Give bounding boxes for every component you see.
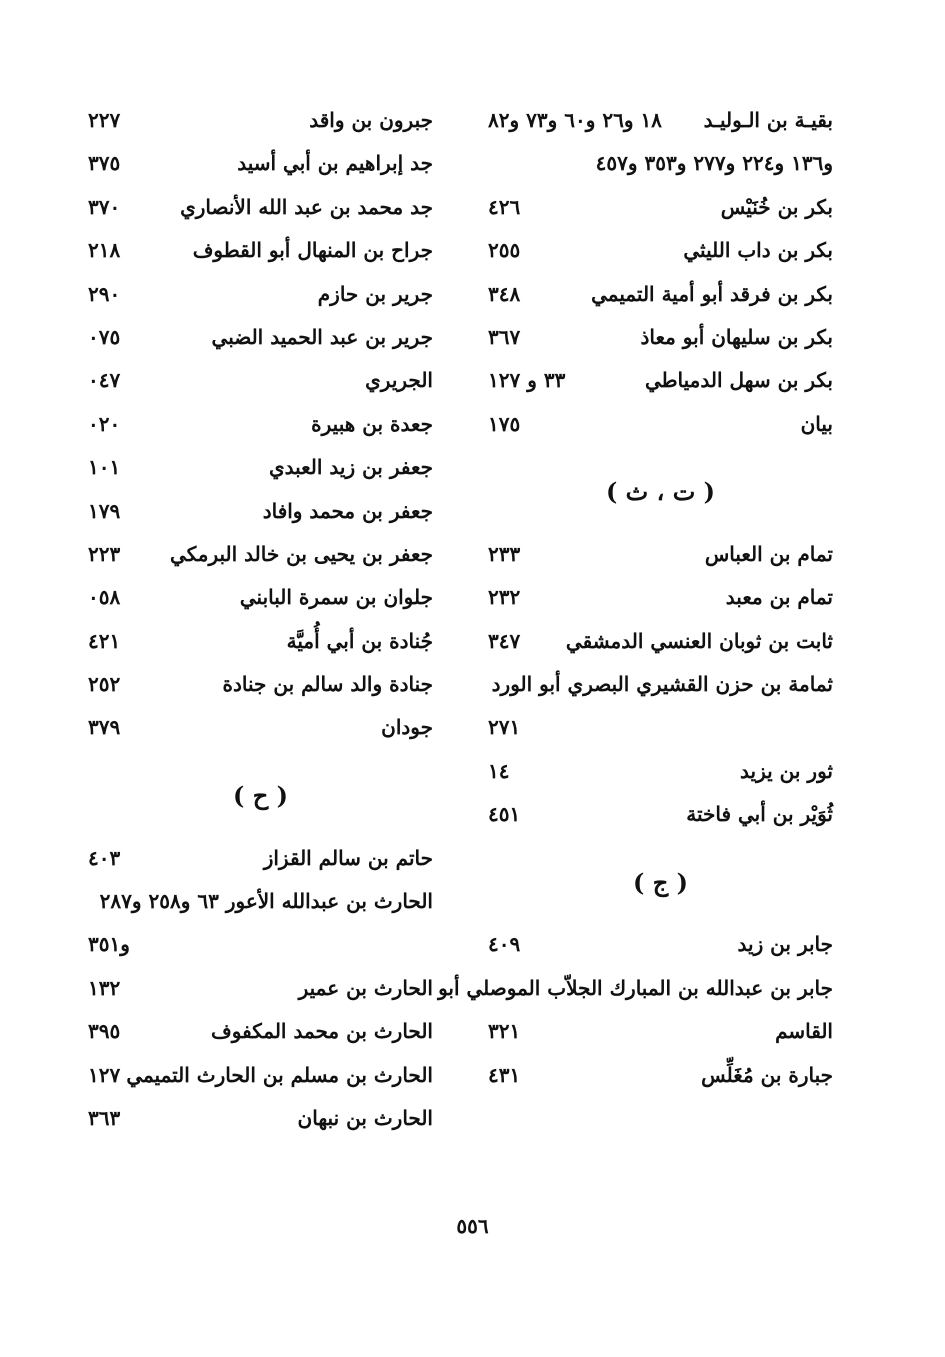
entry-name: ثور بن يزيد — [740, 758, 833, 783]
index-entry — [488, 621, 833, 664]
entry-name: بيان — [800, 411, 833, 436]
entry-pages: ٤٠٩ — [488, 932, 521, 957]
entry-name: جلوان بن سمرة البابني — [239, 585, 433, 610]
index-entry — [88, 924, 433, 967]
entry-pages: ٢١٨ — [88, 238, 121, 263]
entry-name: جابر بن زيد — [737, 932, 833, 957]
entry-pages: ١٨ و٢٦ و٦٠ و٧٣ و٨٢ — [488, 108, 662, 132]
section-heading-label: ( ح ) — [233, 780, 288, 810]
entry-name: جبرون بن واقد — [309, 108, 433, 132]
entry-name: بكر بن خُنَيْس — [720, 194, 833, 219]
entry-pages: ٣٧٥ — [88, 151, 121, 176]
index-entry — [488, 534, 833, 577]
entry-name: جُنادة بن أبي أُميَّة — [286, 628, 433, 653]
entry-pages: ١٢٧ — [88, 1062, 121, 1087]
entry-name: بقيـة بن الـوليـد — [703, 108, 833, 132]
index-entry — [88, 577, 433, 620]
entry-pages: ٠٧٥ — [88, 324, 121, 349]
index-entry — [88, 664, 433, 707]
index-entry — [488, 274, 833, 317]
index-entry — [488, 794, 833, 837]
index-entry — [488, 1011, 833, 1054]
entry-name: جد محمد بن عبد الله الأنصاري — [180, 194, 433, 219]
entry-name: الحارث بن عمير — [298, 975, 433, 1000]
entry-pages: ٢٣٣ — [488, 541, 521, 566]
entry-name: جعفر بن محمد وافاد — [262, 498, 433, 523]
entry-pages: ٠٢٠ — [88, 411, 121, 436]
entry-name: الحارث بن مسلم بن الحارث التميمي — [126, 1062, 433, 1087]
right-column — [438, 100, 833, 1098]
entry-pages: ٢٣٢ — [488, 585, 521, 610]
entry-pages: ٢٥٥ — [488, 238, 521, 263]
entry-continued-line: و١٣٦ و٢٢٤ و٢٧٧ و٣٥٣ و٤٥٧ — [595, 151, 833, 176]
entry-pages: ٤٢٦ — [488, 194, 521, 219]
entry-name: بكر بن سهل الدمياطي — [644, 368, 833, 393]
page-number: ٥٥٦ — [456, 1214, 489, 1238]
entry-pages: ٣٧٠ — [88, 194, 121, 219]
index-entry — [488, 143, 833, 186]
section-heading — [488, 838, 833, 925]
entry-pages: ٤٣١ — [488, 1062, 521, 1087]
entry-continued-line: جابر بن عبدالله بن المبارك الجلاّب الموصلي أبو — [438, 975, 833, 1000]
entry-pages: ٣٣ و ١٢٧ — [488, 368, 566, 393]
index-entry — [88, 274, 433, 317]
index-entry — [88, 1098, 433, 1141]
entry-pages: ٣٤٨ — [488, 281, 521, 306]
entry-name: جرير بن حازم — [317, 281, 433, 306]
index-entry — [88, 100, 433, 143]
entry-name: الحارث بن محمد المكفوف — [211, 1019, 433, 1044]
entry-name: جد إبراهيم بن أبي أسيد — [237, 151, 433, 176]
entry-pages: ١٤ — [488, 758, 510, 783]
entry-name: بكر بن فرقد أبو أمية التميمي — [591, 281, 833, 306]
index-entry — [488, 230, 833, 273]
index-entry — [88, 707, 433, 750]
index-entry — [488, 404, 833, 447]
entry-name: جودان — [381, 715, 433, 740]
entry-pages: ٤٢١ — [88, 628, 121, 653]
entry-name: جعفر بن زيد العبدي — [268, 455, 433, 480]
entry-pages: ١٧٥ — [488, 411, 521, 436]
entry-pages: ٠٤٧ — [88, 368, 121, 393]
entry-pages: ٣٦٧ — [488, 324, 521, 349]
index-entry — [488, 577, 833, 620]
entry-name: القاسم — [775, 1019, 833, 1044]
entry-name: ثابت بن ثوبان العنسي الدمشقي — [565, 628, 833, 653]
entry-pages-continued: و٣٥١ — [88, 932, 130, 957]
entry-pages-continued: ٢٧١ — [488, 715, 521, 740]
entry-pages: ٠٥٨ — [88, 585, 121, 610]
entry-pages: ١٣٢ — [88, 975, 121, 1000]
entry-continued-line: ثمامة بن حزن القشيري البصري أبو الورد — [491, 672, 833, 697]
entry-pages: ٢٢٣ — [88, 541, 121, 566]
entry-name: جعفر بن يحيى بن خالد البرمكي — [170, 541, 433, 566]
entry-name: تمام بن معبد — [725, 585, 833, 610]
index-entry — [488, 317, 833, 360]
entry-pages: ٢٩٠ — [88, 281, 121, 306]
entry-name: جبارة بن مُغَلِّس — [701, 1062, 833, 1087]
section-heading — [488, 447, 833, 534]
index-entry — [488, 751, 833, 794]
index-entry — [88, 1055, 433, 1098]
section-heading — [88, 751, 433, 838]
left-column — [88, 100, 433, 1141]
index-entry — [88, 230, 433, 273]
index-entry — [88, 360, 433, 403]
section-heading-label: ( ج ) — [633, 867, 688, 897]
entry-name: جعدة بن هبيرة — [311, 411, 433, 436]
entry-pages: ٤٠٣ — [88, 845, 121, 870]
index-entry — [488, 924, 833, 967]
index-entry — [88, 317, 433, 360]
section-heading-label: ( ت ، ث ) — [605, 477, 716, 507]
index-entry — [88, 447, 433, 490]
entry-name: بكر بن سليهان أبو معاذ — [640, 324, 833, 349]
entry-pages: ١٠١ — [88, 455, 121, 480]
entry-pages: ١٧٩ — [88, 498, 121, 523]
index-entry — [488, 100, 833, 143]
index-entry — [488, 707, 833, 750]
index-entry — [88, 838, 433, 881]
index-entry — [88, 491, 433, 534]
entry-pages: ٢٢٧ — [88, 108, 121, 132]
entry-pages: ٣٩٥ — [88, 1019, 121, 1044]
entry-name: جراح بن المنهال أبو القطوف — [192, 238, 433, 263]
index-entry — [88, 968, 433, 1011]
entry-pages: ٣٧٩ — [88, 715, 121, 740]
index-entry — [488, 664, 833, 707]
entry-name: جنادة والد سالم بن جنادة — [222, 672, 433, 697]
entry-pages: ٣٦٣ — [88, 1106, 121, 1130]
entry-pages: ٢٥٢ — [88, 672, 121, 697]
index-entry — [88, 881, 433, 924]
index-entry — [88, 404, 433, 447]
index-entry — [88, 1011, 433, 1054]
entry-name: الجريري — [365, 368, 433, 393]
entry-name: جرير بن عبد الحميد الضبي — [211, 324, 433, 349]
entry-pages: ٤٥١ — [488, 802, 521, 827]
index-entry — [438, 968, 833, 1011]
entry-name: الحارث بن نبهان — [297, 1106, 433, 1130]
index-entry — [88, 143, 433, 186]
entry-name: تمام بن العباس — [704, 541, 833, 566]
index-entry — [88, 187, 433, 230]
index-entry — [488, 1055, 833, 1098]
entry-name: ثُوَيْر بن أبي فاختة — [686, 802, 833, 827]
index-entry — [88, 621, 433, 664]
entry-name: حاتم بن سالم القزاز — [263, 845, 433, 870]
entry-continued-line: الحارث بن عبدالله الأعور ٦٣ و٢٥٨ و٢٨٧ — [99, 889, 433, 914]
index-entry — [88, 534, 433, 577]
entry-pages: ٣٤٧ — [488, 628, 521, 653]
entry-name: بكر بن داب الليثي — [683, 238, 833, 263]
index-entry — [488, 187, 833, 230]
entry-pages: ٣٢١ — [488, 1019, 521, 1044]
index-entry — [488, 360, 833, 403]
